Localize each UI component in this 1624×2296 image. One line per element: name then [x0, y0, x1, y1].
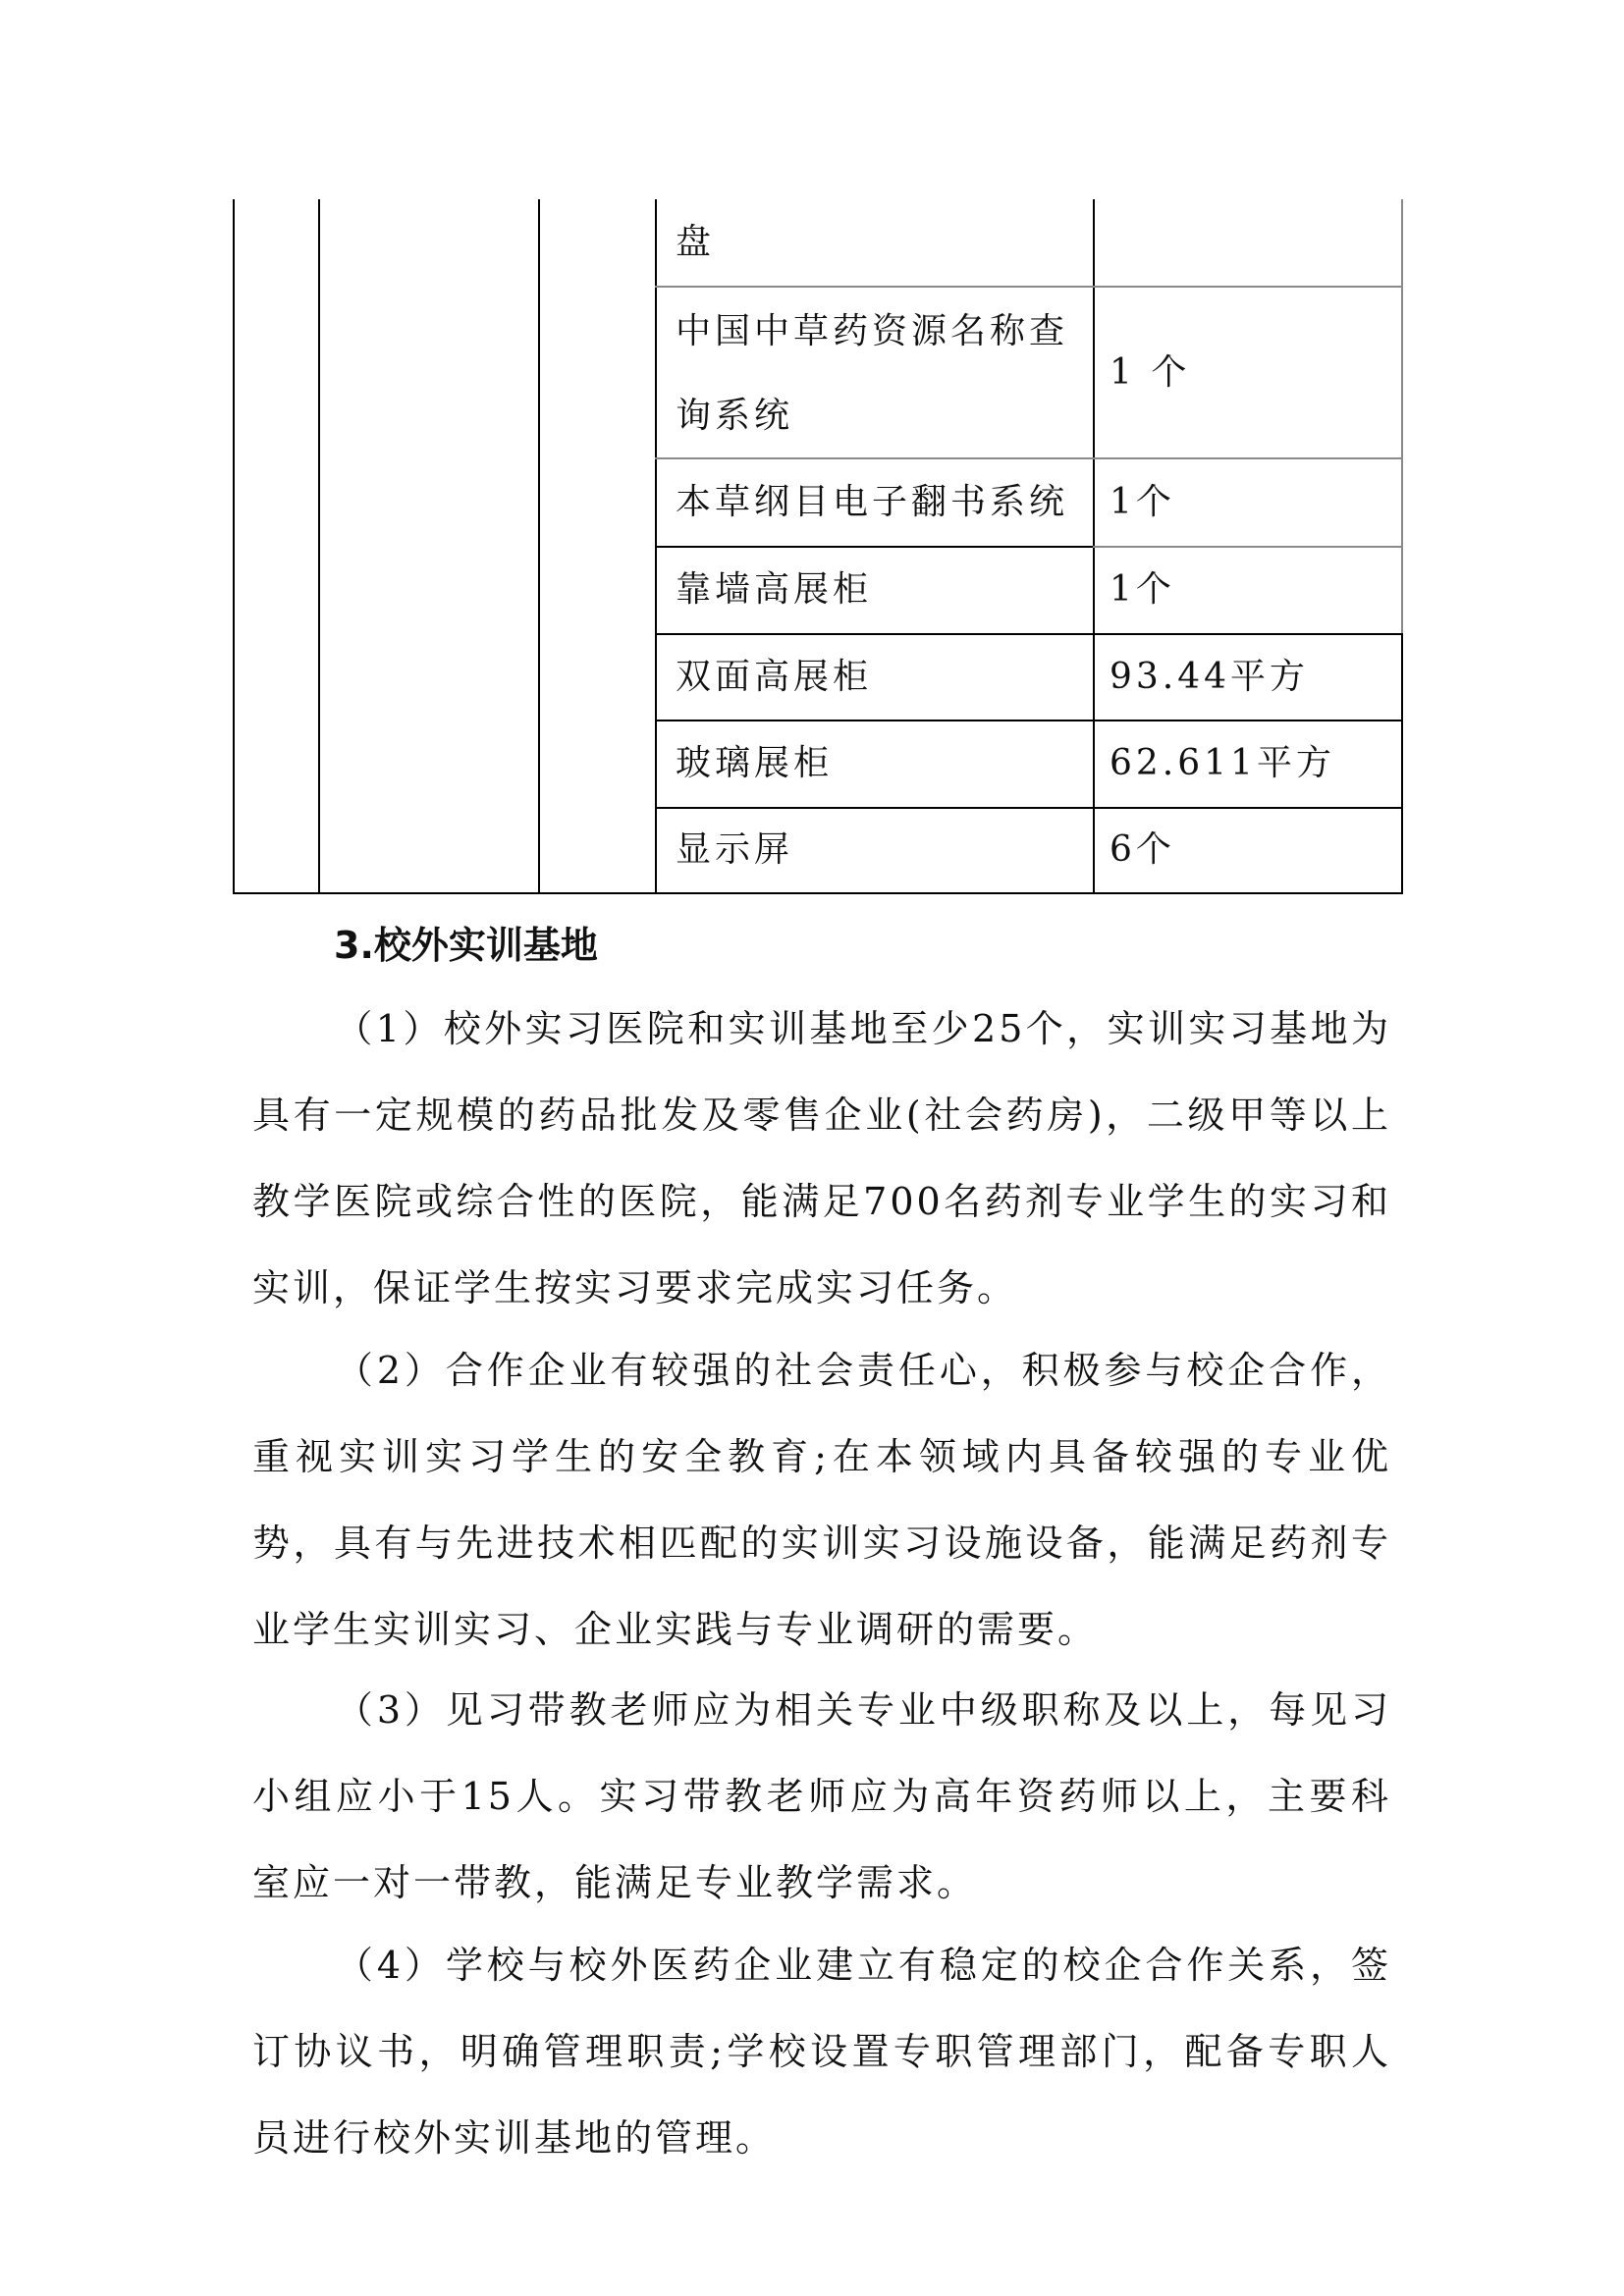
- table-border: [1401, 199, 1403, 633]
- table-cell-qty: 62.611平方: [1110, 743, 1335, 783]
- table-border: [233, 892, 1403, 894]
- paragraph: [252, 1327, 1391, 1673]
- table-cell-name: 显示屏: [676, 829, 794, 870]
- table-cell-name: 中国中草药资源名称查: [676, 311, 1069, 351]
- table-cell-qty: 1 个: [1110, 352, 1191, 393]
- paragraph: [252, 1667, 1391, 1926]
- table-border: [655, 286, 1403, 288]
- table-cell-name: 玻璃展柜: [676, 743, 834, 783]
- paragraph-text: （4）学校与校外医药企业建立有稳定的校企合作关系，签订协议书，明确管理职责;学校设置专职管理部门，配备专职人员进行校外实训基地的管理。: [252, 1944, 1391, 2160]
- table-cell-name: 盘: [676, 222, 716, 262]
- table-cell-qty: 1个: [1110, 482, 1175, 522]
- table-cell-name: 靠墙高展柜: [676, 569, 873, 610]
- section-heading: 3.校外实训基地: [334, 924, 598, 967]
- table-border: [538, 199, 540, 894]
- table-cell-qty: 6个: [1110, 829, 1175, 870]
- table-cell-name: 询系统: [676, 396, 794, 436]
- table-border: [1401, 633, 1403, 894]
- table-cell-name: 双面高展柜: [676, 657, 873, 697]
- paragraph-text: （2）合作企业有较强的社会责任心，积极参与校企合作，重视实训实习学生的安全教育;在本领域内具备较强的专业优势，具有与先进技术相匹配的实训实习设施设备，能满足药剂专业学生实训实习、企业实践与专业调研的需要。: [252, 1349, 1391, 1651]
- paragraph-text: （3）见习带教老师应为相关专业中级职称及以上，每见习小组应小于15人。实习带教老师应为高年资药师以上，主要科室应一对一带教，能满足专业教学需求。: [252, 1688, 1391, 1904]
- table-cell-qty: 93.44平方: [1110, 657, 1310, 697]
- paragraph: [252, 986, 1391, 1331]
- table-border: [233, 199, 235, 894]
- paragraph: [252, 1922, 1391, 2181]
- paragraph-text: （1）校外实习医院和实训基地至少25个，实训实习基地为具有一定规模的药品批发及零售企业(社会药房)，二级甲等以上教学医院或综合性的医院，能满足700名药剂专业学生的实习和实训，保证学生按实习要求完成实习任务。: [252, 1007, 1391, 1309]
- equipment-table: [0, 0, 1624, 898]
- table-border: [318, 199, 320, 894]
- table-cell-qty: 1个: [1110, 569, 1175, 610]
- table-cell-name: 本草纲目电子翻书系统: [676, 482, 1069, 522]
